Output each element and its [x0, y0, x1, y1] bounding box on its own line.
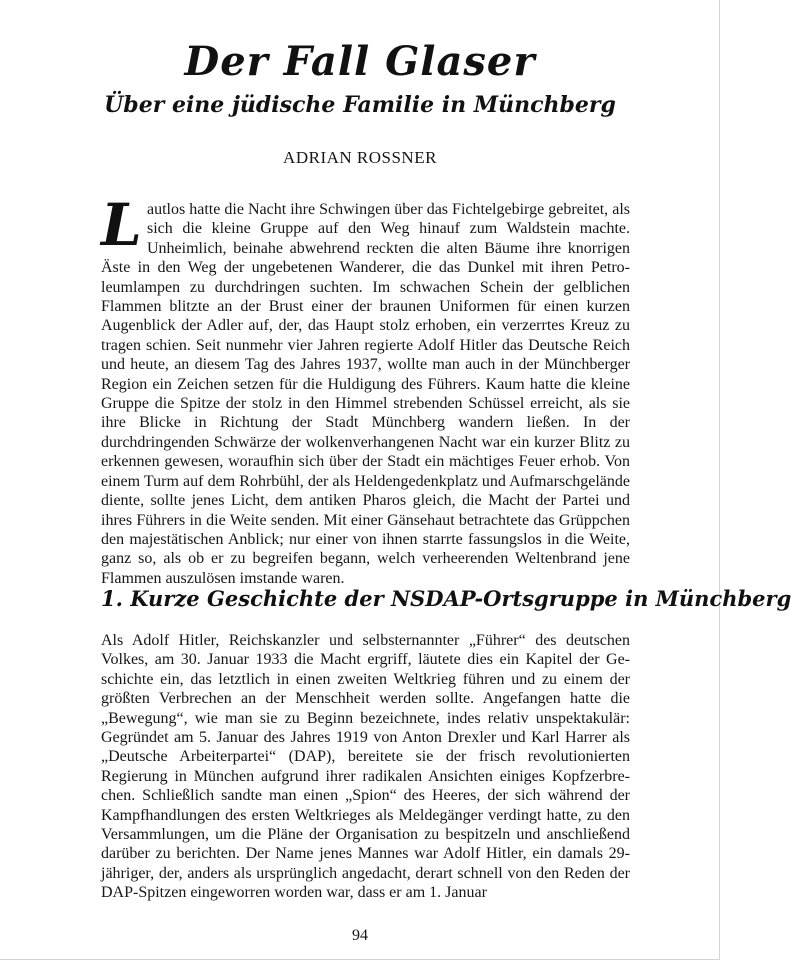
section-heading: 1. Kurze Geschichte der NSDAP-Ortsgruppe in Münchberg [101, 586, 791, 611]
article-title: Der Fall Glaser [184, 38, 536, 85]
section-paragraph: Als Adolf Hitler, Reichskanzler und selbsternannter „Führer“ des deutschen Volkes, am 30. Januar 1933 die Macht ergriff, läutete dies ein Kapitel der Geschichte ein, das letztlich in einen zweiten Weltkrieg führen und zu einem der größten Verbrechen an der Menschheit werden sollte. Angefangen hatte die „Bewegung“, wie man sie zu Beginn bezeichnete, indes relativ unspektakulär: Gegründet am 5. Januar des Jahres 1919 von Anton Drexler und Karl Harrer als „Deutsche Arbeiterpartei“ (DAP), bereitete sie der frisch revolutionierten Regierung in München aufgrund ihrer radikalen Ansichten einiges Kopfzerbrechen. Schließlich sandte man einen „Spion“ des Heeres, der sich während der Kampfhandlungen des ersten Weltkrieges als Meldegänger verdingt hatte, zu den Versammlungen, um die Pläne der Organisation zu bespitzeln und anschließend darüber zu berichten. Der Name jenes Mannes war Adolf Hitler, ein damals 29-jähriger, der, anders als ursprünglich angedacht, derart schnell von den Reden der DAP-Spitzen eingeworren worden war, dass er am 1. Januar [101, 632, 630, 902]
page-number: 94 [352, 927, 368, 944]
article-subtitle: Über eine jüdische Familie in Münchberg [104, 92, 616, 118]
intro-text: autlos hatte die Nacht ihre Schwingen über das Fichtelgebirge gebreitet, als sich die kleine Gruppe auf den Weg hinauf zum Waldstein machte. Unheimlich, beinahe abwehrend reckten die alten Bäume ihre knorrigen Äste in den Weg der ungebetenen Wanderer, die das Dunkel mit ihren Petroleumlampen zu durchdringen suchten. Im schwachen Schein der gelblichen Flammen blitzte an der Brust einer der braunen Uniformen für einen kurzen Augenblick der Adler auf, der, das Haupt stolz erhoben, ein verzerrtes Kreuz zu tragen schien. Seit nunmehr vier Jahren regierte Adolf Hitler das Deutsche Reich und heute, an diesem Tag des Jahres 1937, wollte man auch in der Münchberger Region ein Zeichen setzen für die Huldigung des Führers. Kaum hatte die kleine Gruppe die Spitze der stolz in den Himmel strebenden Schüssel erreicht, als sie ihre Blicke in Richtung der Stadt Münchberg wandern ließen. In der durchdringenden Schwärze der wolkenverhangenen Nacht war ein kurzer Blitz zu erkennen gewesen, woraufhin sich über der Stadt ein mächtiges Feuer erhob. Von einem Turm auf dem Rohrbühl, der als Heldengedenkplatz und Aufmarschgelände diente, sollte jenes Licht, dem antiken Pharos gleich, die Macht der Partei und ihres Führers in die Weite senden. Mit einer Gänsehaut betrachtete das Grüppchen den majestätischen Anblick; nur einer von ihnen starrte fassungslos in die Weite, ganz so, als ob er zu begreifen begann, welch verheerenden Weltenbrand jene Flammen auszulösen imstande waren. [101, 201, 630, 587]
author-name: ADRIAN ROSSNER [283, 148, 437, 167]
intro-paragraph [101, 191, 630, 588]
drop-cap: L [101, 191, 142, 259]
